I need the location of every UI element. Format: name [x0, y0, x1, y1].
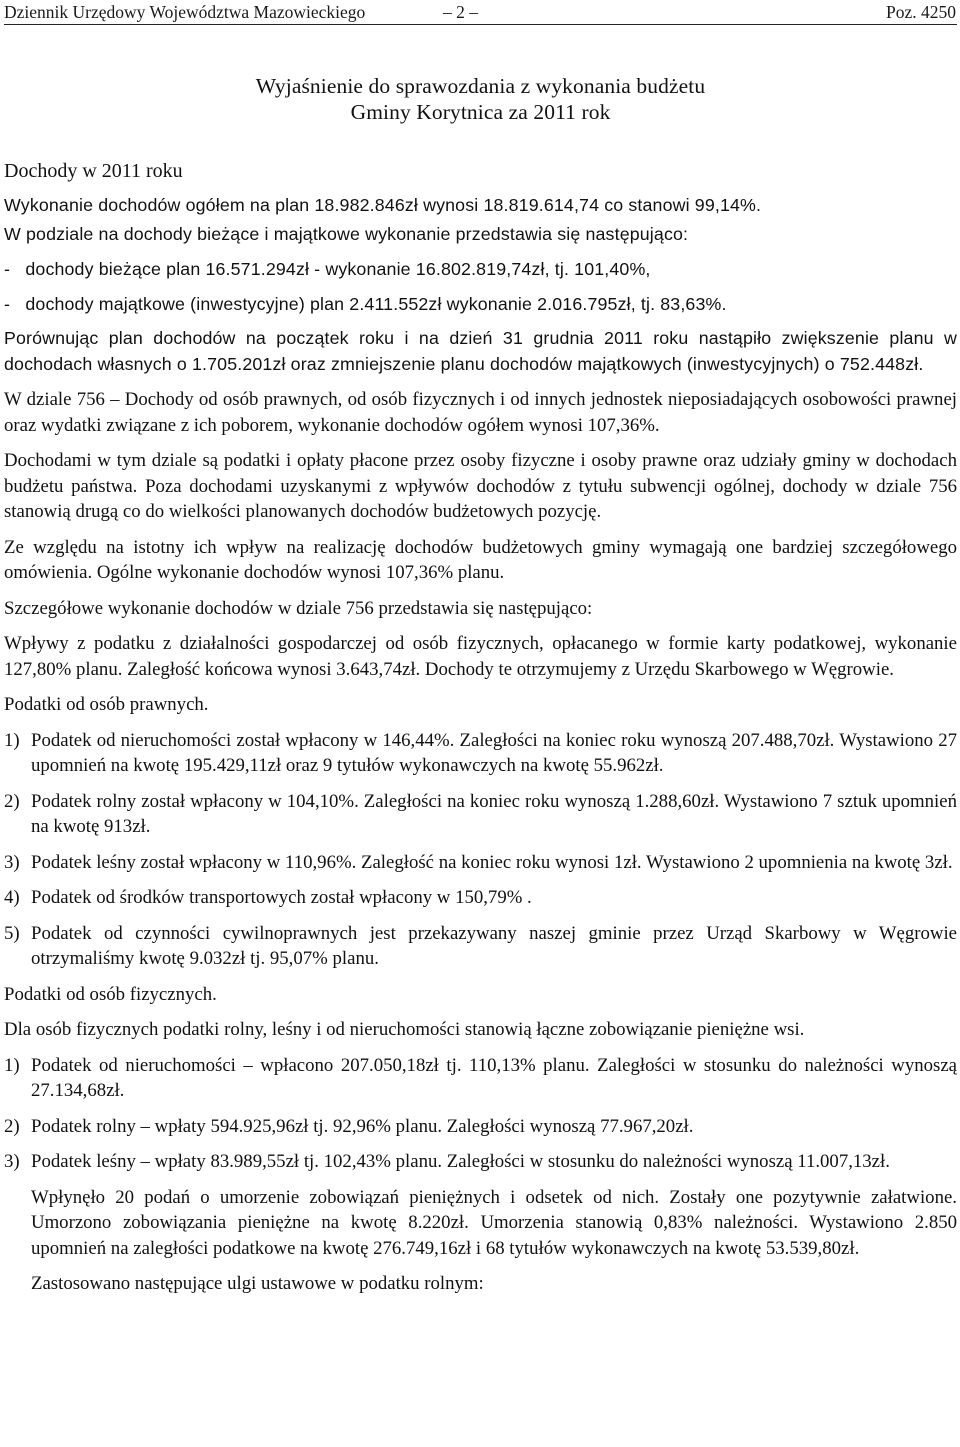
item-text: Podatek leśny – wpłaty 83.989,55zł tj. 102,43% planu. Zaległości w stosunku do należności wynoszą 11.007,13zł.: [31, 1151, 890, 1172]
dash-bullet: -: [4, 294, 11, 314]
current-income-text: dochody bieżące plan 16.571.294zł - wykonanie 16.802.819,74zł, tj. 101,40%,: [25, 259, 651, 279]
dash-bullet: -: [4, 259, 11, 279]
remission-paragraph: Wpłynęło 20 podań o umorzenie zobowiązań pieniężnych i odsetek od nich. Zostały one pozytywnie załatwione. Umorzono zobowiązania pieniężne na kwotę 8.220zł. Umorzenia stanowią 0,83% należności. Wystawiono 2.850 upomnień na zaległości podatkowe na kwotę 276.749,16zł i 68 tytułów wykonawczych na kwotę 53.539,80zł.: [31, 1186, 957, 1259]
page-number: – 2 –: [443, 2, 478, 22]
list-item: [4, 1053, 957, 1104]
item-number: 1): [4, 729, 20, 751]
journal-name: Dziennik Urzędowy Województwa Mazowieckiego: [4, 2, 366, 22]
capital-income-text: dochody majątkowe (inwestycyjne) plan 2.411.552zł wykonanie 2.016.795zł, tj. 83,63%.: [25, 294, 727, 314]
item-number: 5): [4, 922, 20, 944]
income-sources-paragraph: Dochodami w tym dziale są podatki i opłaty płacone przez osoby fizyczne i osoby prawne oraz udziały gminy w dochodach budżetu państwa. Poza dochodami uzyskanymi z wpływów dochodów z tytułu subwencji ogólnej, dochody w dziale 756 stanowią drugą co do wielkości planowanych dochodów budżetowych pozycję.: [4, 450, 957, 522]
capital-income-item: [4, 292, 957, 317]
split-intro: W podziale na dochody bieżące i majątkowe wykonanie przedstawia się następująco:: [4, 224, 689, 244]
document-page: [4, 0, 957, 1297]
section-756-paragraph: W dziale 756 – Dochody od osób prawnych, od osób fizycznych i od innych jednostek nieposiadających osobowości prawnej oraz wydatki związane z ich poborem, wykonanie dochodów ogółem wynosi 107,36%.: [4, 389, 957, 436]
section-heading: Dochody w 2011 roku: [4, 160, 183, 182]
total-execution: Wykonanie dochodów ogółem na plan 18.982.846zł wynosi 18.819.614,74 co stanowi 99,14%.: [4, 195, 762, 215]
title-line-1: Wyjaśnienie do sprawozdania z wykonania budżetu: [255, 74, 706, 98]
document-title: [4, 73, 957, 125]
tax-card-paragraph: Wpływy z podatku z działalności gospodarczej od osób fizycznych, opłacanego w formie karty podatkowej, wykonanie 127,80% planu. Zaległość końcowa wynosi 3.643,74zł. Dochody te otrzymujemy z Urzędu Skarbowego w Węgrowie.: [4, 633, 957, 680]
item-text: Podatek rolny – wpłaty 594.925,96zł tj. 92,96% planu. Zaległości wynoszą 77.967,20zł.: [31, 1115, 694, 1137]
item-number: 2): [4, 790, 20, 812]
item-text: Podatek od środków transportowych został wpłacony w 150,79% .: [31, 887, 532, 908]
item-text: Podatek rolny został wpłacony w 104,10%. Zaległości na koniec roku wynoszą 1.288,60zł. Wystawiono 7 sztuk upomnień na kwotę 913zł.: [31, 790, 957, 837]
list-item: [4, 789, 957, 840]
natural-persons-list: [4, 1053, 957, 1175]
list-item: [4, 1149, 957, 1175]
legal-persons-heading: Podatki od osób prawnych.: [4, 694, 209, 715]
relief-intro: Zastosowano następujące ulgi ustawowe w podatku rolnym:: [31, 1273, 484, 1294]
item-text: Podatek leśny został wpłacony w 110,96%. Zaległość na koniec roku wynosi 1zł. Wystawiono 2 upomnienia na kwotę 3zł.: [31, 851, 953, 873]
comparison-paragraph: Porównując plan dochodów na początek roku i na dzień 31 grudnia 2011 roku nastąpiło zwiększenie planu w dochodach własnych o 1.705.201zł oraz zmniejszenie planu dochodów majątkowych (inwestycyjnych) o 752.448zł.: [4, 328, 957, 374]
joint-liability-paragraph: Dla osób fizycznych podatki rolny, leśny i od nieruchomości stanowią łączne zobowiązanie pieniężne wsi.: [4, 1019, 805, 1040]
item-text: Podatek od nieruchomości – wpłacono 207.050,18zł tj. 110,13% planu. Zaległości w stosunku do należności wynoszą 27.134,68zł.: [31, 1054, 957, 1101]
item-number: 1): [4, 1054, 20, 1076]
natural-persons-heading: Podatki od osób fizycznych.: [4, 983, 217, 1005]
importance-paragraph: Ze względu na istotny ich wpływ na realizację dochodów budżetowych gminy wymagają one bardziej szczegółowego omówienia. Ogólne wykonanie dochodów wynosi 107,36% planu.: [4, 536, 957, 583]
list-item: [4, 885, 957, 911]
item-number: 2): [4, 1115, 20, 1137]
list-item: [4, 728, 957, 779]
list-item: [4, 921, 957, 972]
list-item: [4, 1114, 957, 1140]
item-number: 3): [4, 1151, 20, 1172]
item-number: 3): [4, 851, 20, 873]
item-number: 4): [4, 887, 20, 908]
running-header: [4, 2, 957, 25]
item-number: Poz. 4250: [886, 2, 956, 22]
detailed-intro: Szczegółowe wykonanie dochodów w dziale 756 przedstawia się następująco:: [4, 597, 593, 619]
current-income-item: [4, 257, 957, 282]
list-item: [4, 850, 957, 876]
item-text: Podatek od czynności cywilnoprawnych jest przekazywany naszej gminie przez Urząd Skarbowy w Węgrowie otrzymaliśmy kwotę 9.032zł tj. 95,07% planu.: [31, 922, 957, 969]
title-line-2: Gminy Korytnica za 2011 rok: [350, 100, 611, 124]
item-text: Podatek od nieruchomości został wpłacony w 146,44%. Zaległości na koniec roku wynoszą 207.488,70zł. Wystawiono 27 upomnień na kwotę 195.429,11zł oraz 9 tytułów wykonawczych na kwotę 55.962zł.: [31, 729, 957, 776]
legal-persons-list: [4, 728, 957, 972]
